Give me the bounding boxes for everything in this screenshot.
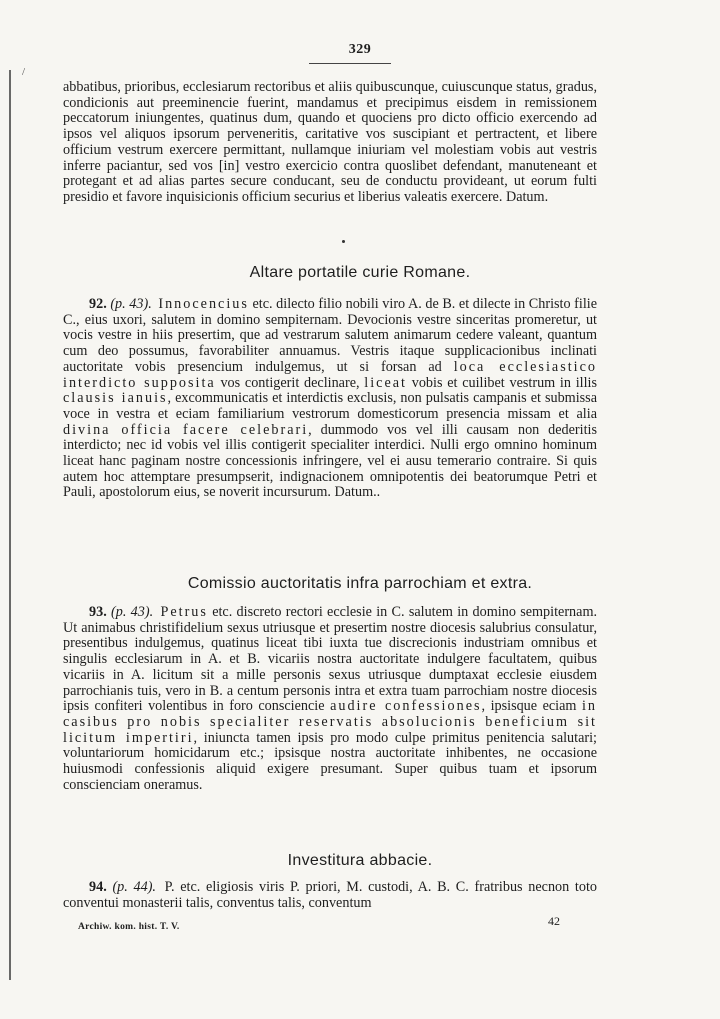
page-number: 329 [348,42,372,57]
entry-92-page-ref: (p. 43). [110,296,152,312]
continuation-paragraph [63,80,597,206]
heading-92: Altare portatile curie Romane. [249,264,471,281]
sheet-signature-number: 42 [548,914,560,928]
page-number-rule [309,63,391,64]
entry-94 [63,880,597,911]
heading-93: Comissio auctoritatis infra parrochiam et extra. [187,575,533,592]
entry-93-text: 93. (p. 43). Petrus etc. discreto rectori ecclesie in C. salutem in domino sempiternam. Ut animabus christifidelium sexus utriusque et presertim nostre diocesis salubrius consulatur, presentibus indulgemus, quatinus liceat tibi iuxta tue discrecionis industriam omnibus et singulis ecclesiarum in A. et B. vicariis nostra auctoritate indulgere facultatem, quibus vicariis in A. licitum sit a mille personis sexus utriusque dumptaxat ecclesie eiusdem parrochianis tuis, vero in B. a centum personis intra et extra tuam parrochiam nostre diocesis ipsis confiteri volentibus in foro consciencie audire confessiones, ipsisque eciam in casibus pro nobis specialiter reservatis absolucionis beneficium sit licitum impertiri, iniuncta tamen ipsis pro modo culpe primitus penitencia salutari; voluntariorum homicidarum etc.; ipsisque nostra auctoritate inhibentes, ne occasione huiusmodi confessionis aliquid exigere presumant. Super quibus tuam et ipsorum conscienciam oneramus. [63,604,598,793]
footer-series-abbreviation: Archiw. kom. hist. T. V. [78,922,180,932]
scan-margin-rule [9,70,11,980]
entry-92-text: 92. (p. 43). Innocencius etc. dilecto filio nobili viro A. de B. et dilecte in Christo filie C., eius uxori, salutem in domino sempiternam. Devocionis vestre sinceritas promeretur, ut vocis vestre in hiis presertim, que ad vestrarum salutem animarum cedere valeant, quantum cum deo possumus, favorabiliter annuamus. Vestris itaque supplicacionibus inclinati auctoritate vobis presencium indulgemus, ut si forsan ad loca ecclesiastico interdicto supposita vos contigerit declinare, liceat vobis et cuilibet vestrum in illis clausis ianuis, excommunicatis et interdictis exclusis, non pulsatis campanis et submissa voce in vestra et eciam familiarium vestrorum domesticorum presencia missam et alia divina officia facere celebrari, dummodo vos vel illi causam non dederitis interdicto; nec id vobis vel illis contigerit specialiter interdici. Nulli ergo omnino hominum liceat hanc paginam nostre concessionis infringere, vel ei ausu temerario contraire. Si quis autem hoc attemptare presumpserit, indignacionem omnipotentis dei beatorumque Petri et Pauli, apostolorum eius, se noverit incursurum. Datum.. [63,296,598,501]
entry-93-page-ref: (p. 43). [111,604,154,620]
entry-94-number: 94. [89,879,107,895]
heading-94: Investitura abbacie. [287,852,433,869]
intro-text: abbatibus, prioribus, ecclesiarum rectoribus et aliis quibuscunque, cuiuscunque status, gradus, condicionis aut preeminencie fuerint, mandamus et precipimus eisdem in remissionem peccatorum iniungentes, quatinus dum, quando et quociens pro dicto officio exercendo ad ipsos vel aliquos ipsorum perveneritis, caritative vos suscipiant et pertractent, et libere officium vestrum exercere permittant, nullamque iniuriam vel molestiam vobis aut vestris inferre paciantur, sed vos [in] vestro exercicio contra quoslibet defendant, manuteneant et protegant et ad alias partes secure conducant, seu de conductu provideant, ut eorum fulti presidio et favore inquisicionis officium securius et liberius valeatis exercere. Datum. [63,79,597,205]
entry-94-text: 94. (p. 44). P. etc. eligiosis viris P. priori, M. custodi, A. B. C. fratribus necnon toto conventui monasterii talis, conventus talis, conventum [63,879,598,911]
separator-dot [342,240,345,243]
entry-92 [63,297,597,501]
entry-93 [63,605,597,793]
entry-92-number: 92. [89,296,107,312]
scan-margin-mark: / [22,66,26,78]
entry-94-page-ref: (p. 44). [112,879,156,895]
entry-93-number: 93. [89,604,107,620]
